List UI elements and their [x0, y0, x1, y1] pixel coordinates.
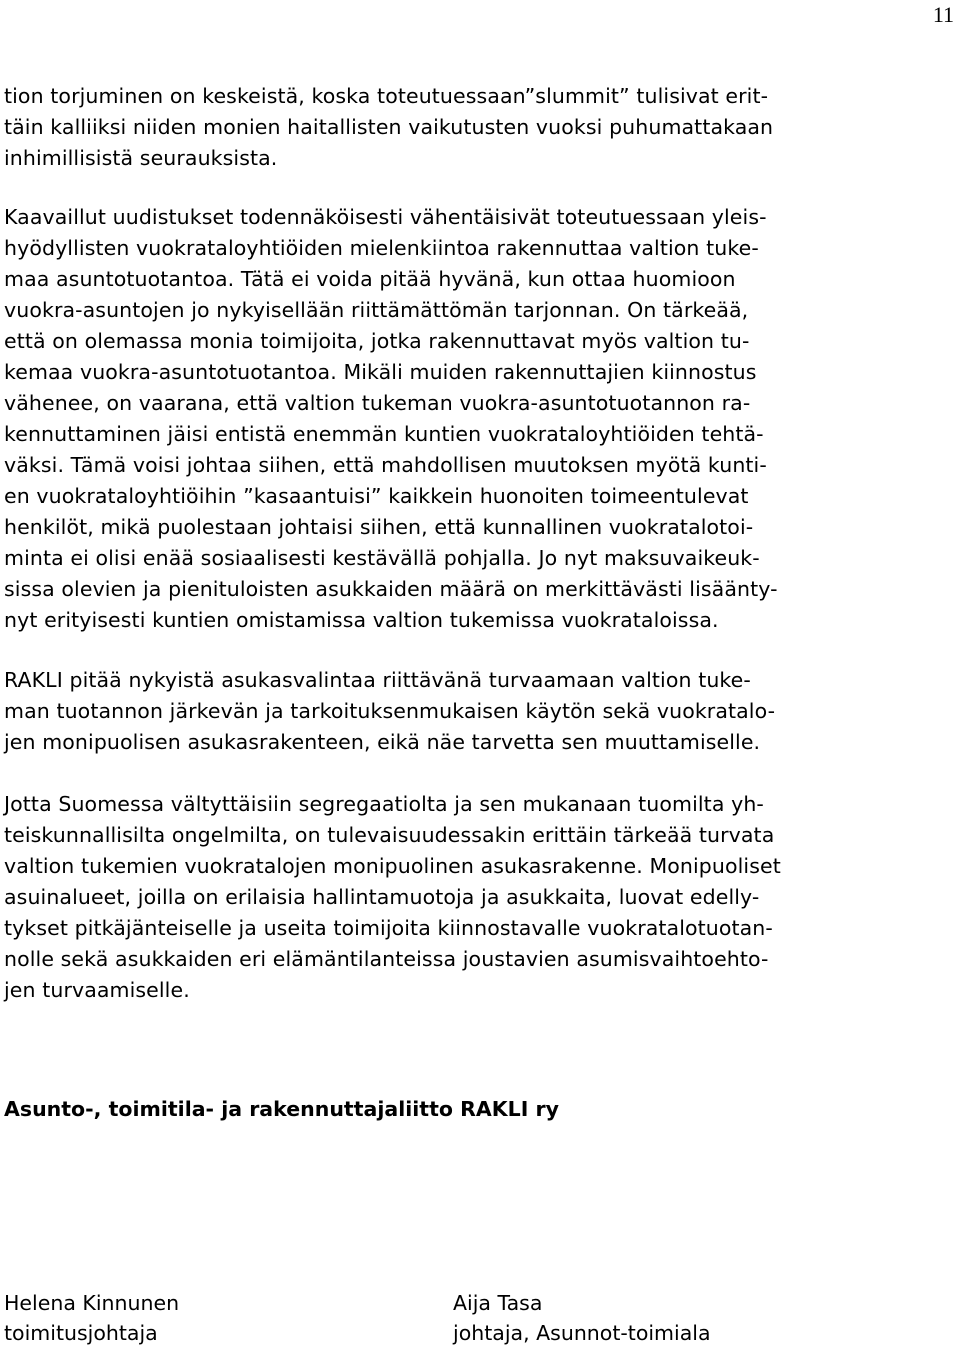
text-line: täin kalliiksi niiden monien haitallisten vaikutusten vuoksi puhumattakaan	[4, 115, 774, 139]
text-line: teiskunnallisilta ongelmilta, on tulevaisuudessakin erittäin tärkeää turvata	[4, 823, 775, 847]
signatory-1	[4, 1288, 179, 1348]
signatory-2	[453, 1288, 711, 1348]
signatory-name: Aija Tasa	[453, 1291, 543, 1315]
paragraph-1	[4, 81, 773, 174]
text-line: nyt erityisesti kuntien omistamissa valtion tukemissa vuokrataloissa.	[4, 608, 719, 632]
text-line: asuinalueet, joilla on erilaisia hallintamuotoja ja asukkaita, luovat edelly-	[4, 885, 760, 909]
text-line: vähenee, on vaarana, että valtion tukeman vuokra-asuntotuotannon ra-	[4, 391, 751, 415]
text-line: nolle sekä asukkaiden eri elämäntilanteissa joustavien asumisvaihtoehto-	[4, 947, 769, 971]
text-line: kemaa vuokra-asuntotuotantoa. Mikäli muiden rakennuttajien kiinnostus	[4, 360, 757, 384]
text-line: että on olemassa monia toimijoita, jotka rakennuttavat myös valtion tu-	[4, 329, 750, 353]
signatory-title: johtaja, Asunnot-toimiala	[453, 1321, 711, 1345]
text-line: jen turvaamiselle.	[4, 978, 190, 1002]
paragraph-3	[4, 665, 775, 758]
paragraph-4	[4, 789, 781, 1006]
text-line: väksi. Tämä voisi johtaa siihen, että mahdollisen muutoksen myötä kunti-	[4, 453, 767, 477]
text-line: jen monipuolisen asukasrakenteen, eikä näe tarvetta sen muuttamiselle.	[4, 730, 761, 754]
text-line: Kaavaillut uudistukset todennäköisesti vähentäisivät toteutuessaan yleis-	[4, 205, 767, 229]
text-line: inhimillisistä seurauksista.	[4, 146, 278, 170]
page-number: 11	[932, 2, 954, 27]
text-line: RAKLI pitää nykyistä asukasvalintaa riittävänä turvaamaan valtion tuke-	[4, 668, 751, 692]
text-line: man tuotannon järkevän ja tarkoituksenmukaisen käytön sekä vuokratalo-	[4, 699, 776, 723]
paragraph-2	[4, 202, 778, 636]
text-line: tykset pitkäjänteiselle ja useita toimijoita kiinnostavalle vuokratalotuotan-	[4, 916, 773, 940]
text-line: tion torjuminen on keskeistä, koska toteutuessaan”slummit” tulisivat erit-	[4, 84, 769, 108]
text-line: sissa olevien ja pienituloisten asukkaiden määrä on merkittävästi lisäänty-	[4, 577, 778, 601]
organization-name: Asunto-, toimitila- ja rakennuttajaliitto RAKLI ry	[4, 1097, 559, 1121]
text-line: minta ei olisi enää sosiaalisesti kestävällä pohjalla. Jo nyt maksuvaikeuk-	[4, 546, 760, 570]
text-line: Jotta Suomessa vältyttäisiin segregaatiolta ja sen mukanaan tuomilta yh-	[4, 792, 764, 816]
signatory-title: toimitusjohtaja	[4, 1321, 158, 1345]
text-line: kennuttaminen jäisi entistä enemmän kuntien vuokrataloyhtiöiden tehtä-	[4, 422, 764, 446]
text-line: en vuokrataloyhtiöihin ”kasaantuisi” kaikkein huonoiten toimeentulevat	[4, 484, 749, 508]
text-line: vuokra-asuntojen jo nykyisellään riittämättömän tarjonnan. On tärkeää,	[4, 298, 749, 322]
text-line: henkilöt, mikä puolestaan johtaisi siihen, että kunnallinen vuokratalotoi-	[4, 515, 754, 539]
signatory-name: Helena Kinnunen	[4, 1291, 180, 1315]
text-line: maa asuntotuotantoa. Tätä ei voida pitää hyvänä, kun ottaa huomioon	[4, 267, 736, 291]
text-line: valtion tukemien vuokratalojen monipuolinen asukasrakenne. Monipuoliset	[4, 854, 781, 878]
text-line: hyödyllisten vuokrataloyhtiöiden mielenkiintoa rakennuttaa valtion tuke-	[4, 236, 759, 260]
